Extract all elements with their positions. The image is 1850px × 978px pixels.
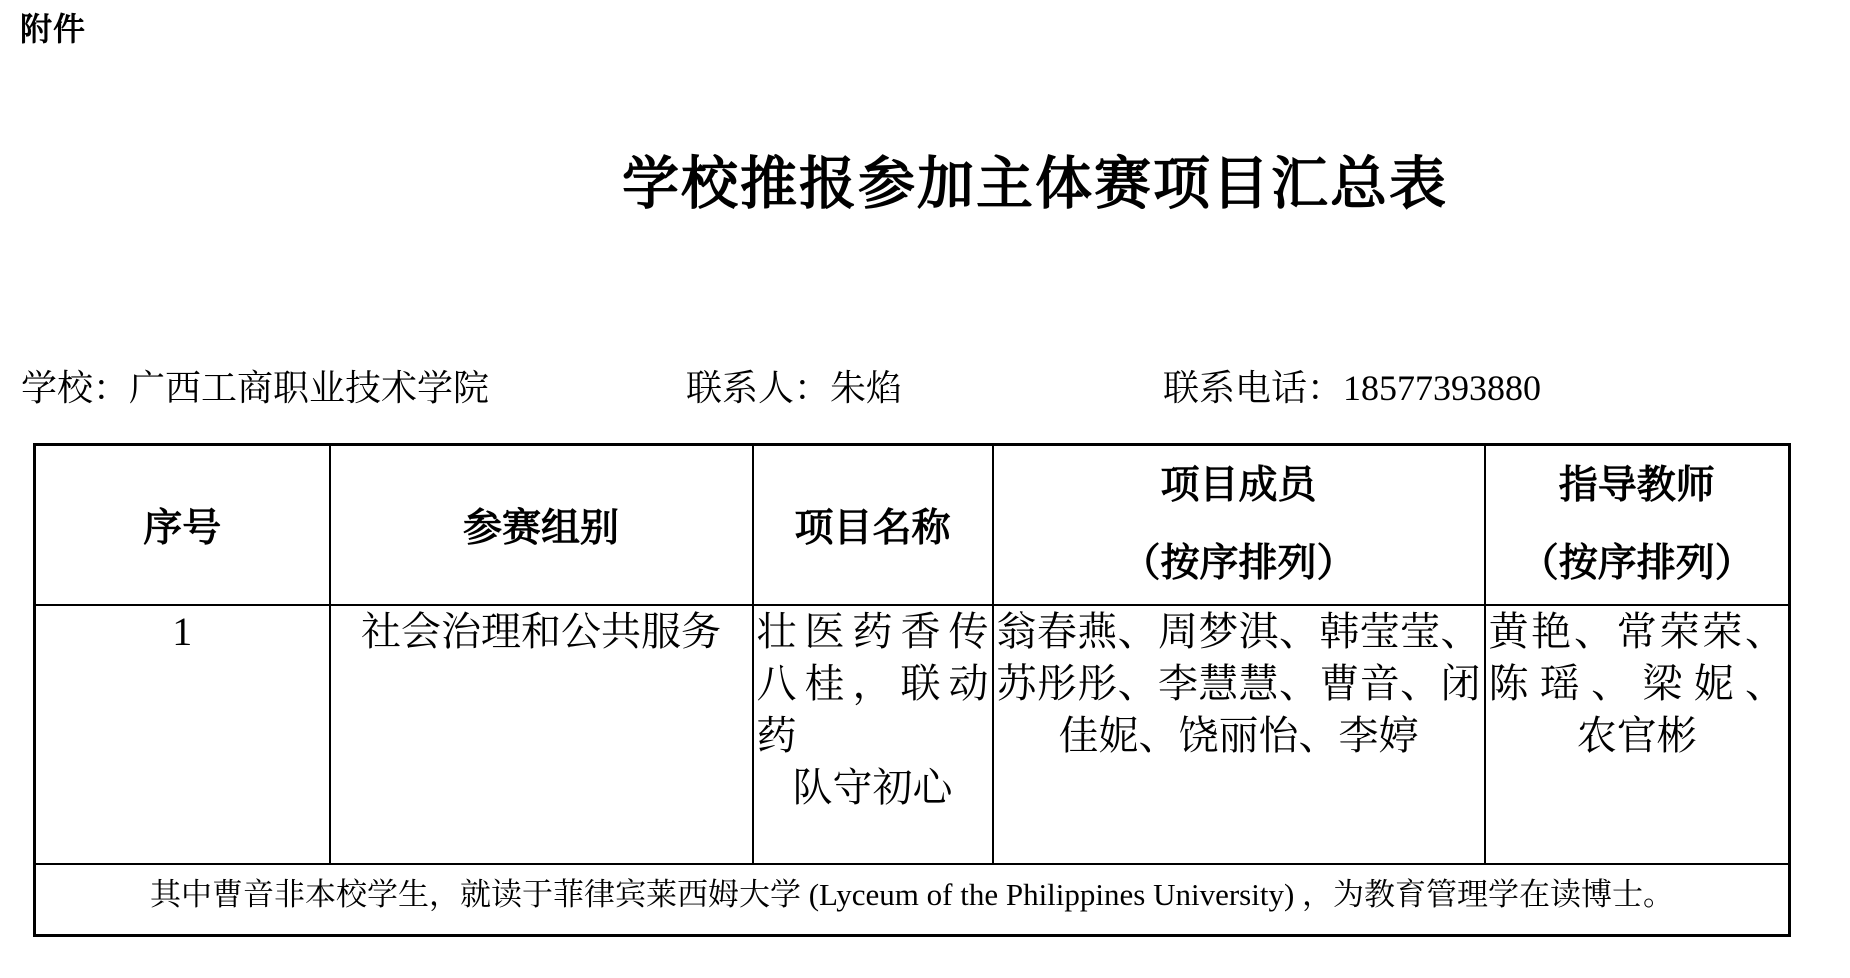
note-cell: 其中曹音非本校学生，就读于菲律宾莱西姆大学 (Lyceum of the Philippines University) ，为教育管理学在读博士。 xyxy=(35,864,1790,936)
teachers-line: 农官彬 xyxy=(1576,712,1697,758)
header-teachers xyxy=(1485,445,1790,605)
header-members-line2: （按序排列） xyxy=(1121,541,1356,585)
school-field xyxy=(21,360,489,411)
project-name-line: 队守初心 xyxy=(792,764,953,810)
header-members-line1: 项目成员 xyxy=(1160,463,1317,507)
header-index: 序号 xyxy=(35,445,330,605)
header-teachers-line2: （按序排列） xyxy=(1519,541,1754,585)
table-header-row xyxy=(35,445,1790,605)
contact-label: 联系人： xyxy=(686,368,831,408)
cell-members xyxy=(993,605,1485,864)
cell-teachers xyxy=(1485,605,1790,864)
attachment-label: 附件 xyxy=(20,11,87,47)
project-name-line: 壮医药香传 xyxy=(756,608,989,654)
cell-index: 1 xyxy=(35,605,330,864)
phone-label: 联系电话： xyxy=(1163,368,1344,408)
page-title: 学校推报参加主体赛项目汇总表 xyxy=(622,153,1448,216)
header-project: 项目名称 xyxy=(753,445,993,605)
cell-project-name xyxy=(753,605,993,864)
phone-field xyxy=(1163,360,1541,411)
info-line xyxy=(0,360,1850,416)
school-label: 学校： xyxy=(21,368,130,408)
contact-field xyxy=(686,360,902,411)
table-note-row xyxy=(35,864,1790,936)
teachers-line: 陈瑶、梁妮、 xyxy=(1488,660,1785,706)
header-teachers-line1: 指导教师 xyxy=(1558,463,1715,507)
teachers-line: 黄艳、常荣荣、 xyxy=(1488,608,1785,654)
project-name-line: 八桂，联动药 xyxy=(756,660,989,758)
header-members xyxy=(993,445,1485,605)
summary-table xyxy=(33,443,1791,937)
school-value: 广西工商职业技术学院 xyxy=(129,368,490,408)
members-line: 翁春燕、周梦淇、韩莹莹、 xyxy=(996,608,1481,654)
contact-value: 朱焰 xyxy=(830,368,903,408)
cell-group: 社会治理和公共服务 xyxy=(330,605,753,864)
table-row xyxy=(35,605,1790,864)
members-line: 佳妮、饶丽怡、李婷 xyxy=(1058,712,1419,758)
header-group: 参赛组别 xyxy=(330,445,753,605)
members-line: 苏彤彤、李慧慧、曹音、闭 xyxy=(996,660,1481,706)
phone-value: 18577393880 xyxy=(1343,368,1542,408)
